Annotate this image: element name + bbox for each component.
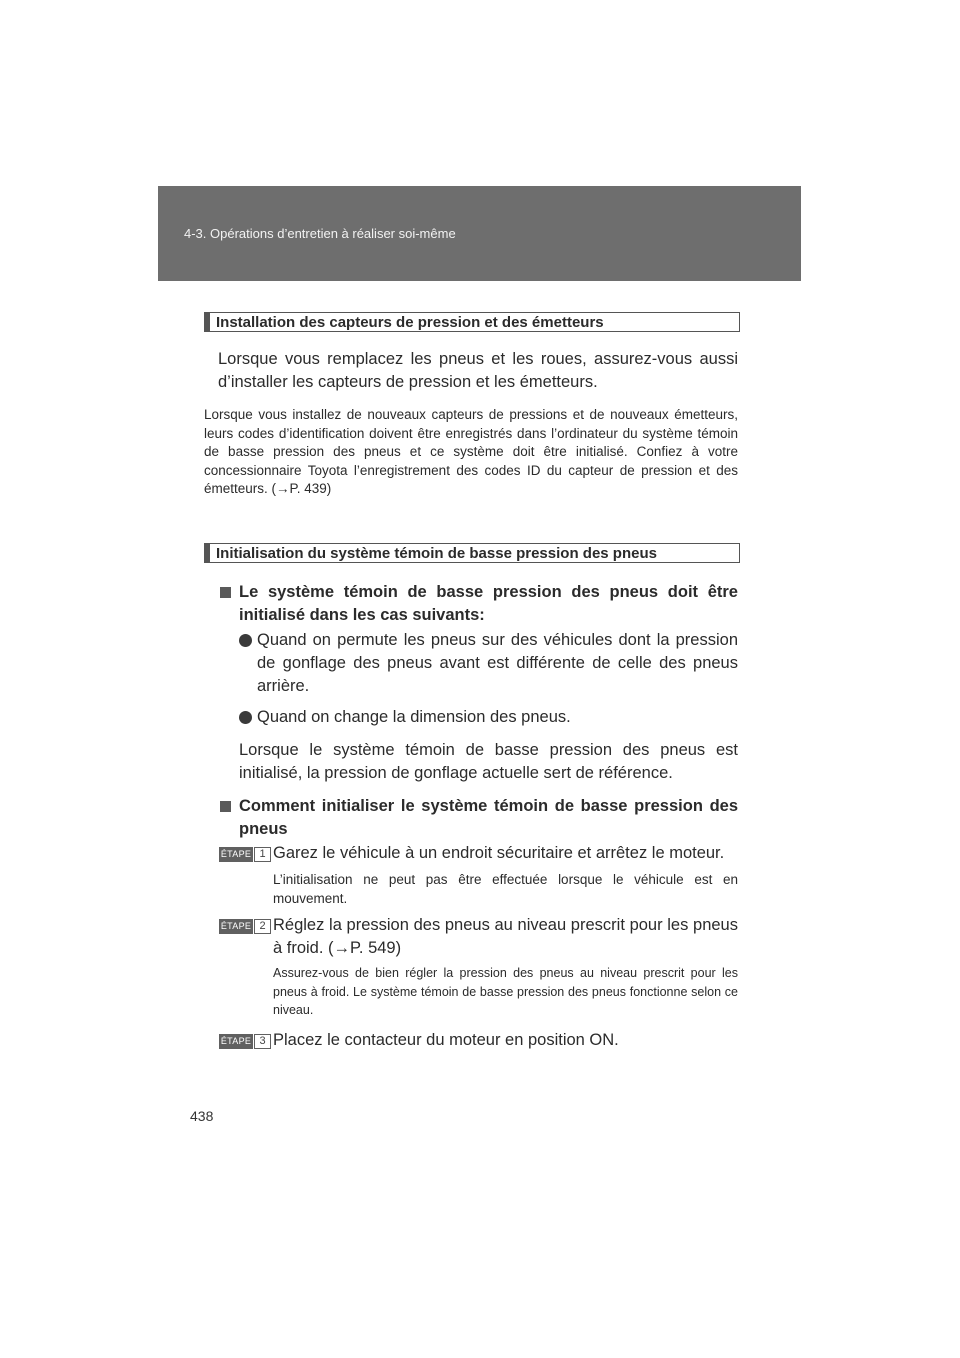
step-number: 2	[254, 919, 271, 934]
step-text: Placez le contacteur du moteur en position ON.	[273, 1031, 619, 1049]
paragraph: Lorsque le système témoin de basse pression des pneus est initialisé, la pression de gonflage actuelle sert de référence.	[239, 741, 738, 782]
step-text: Réglez la pression des pneus au niveau prescrit pour les pneus à froid. (→P. 549)	[273, 916, 738, 957]
step-label: ÉTAPE	[219, 1034, 253, 1049]
section-title: Initialisation du système témoin de basse pression des pneus	[216, 545, 657, 562]
section-heading-initialisation	[204, 543, 740, 563]
chapter-header	[158, 186, 801, 281]
step-badge	[219, 919, 270, 934]
breadcrumb: 4-3. Opérations d’entretien à réaliser soi-même	[184, 226, 456, 241]
step-badge	[219, 1034, 270, 1049]
note-paragraph: Lorsque vous installez de nouveaux capteurs de pressions et de nouveaux émetteurs, leurs codes d’identification doivent être enregistrés dans l’ordinateur du système témoin de basse pression des pneus et ce système doit être initialisé. Confiez à votre concessionnaire Toyota l’enregistrement des codes ID du capteur de pression et des émetteurs. (→P. 439)	[204, 407, 738, 496]
step-label: ÉTAPE	[219, 847, 253, 862]
step-badge	[219, 847, 270, 862]
page-number: 438	[190, 1108, 214, 1124]
step-note: Assurez-vous de bien régler la pression des pneus au niveau prescrit pour les pneus à froid. Le système témoin de basse pression des pneus fonctionne selon ce niveau.	[273, 966, 738, 1017]
step-number: 1	[254, 847, 271, 862]
square-bullet-icon	[220, 587, 231, 598]
square-bullet-icon	[220, 801, 231, 812]
step-number: 3	[254, 1034, 271, 1049]
list-item: Quand on permute les pneus sur des véhicules dont la pression de gonflage des pneus avant est différente de celle des pneus arrière.	[257, 631, 738, 695]
step-text: Garez le véhicule à un endroit sécuritaire et arrêtez le moteur.	[273, 844, 725, 862]
heading-bar	[205, 544, 210, 562]
subheading: Le système témoin de basse pression des pneus doit être initialisé dans les cas suivants:	[239, 583, 738, 624]
step-label: ÉTAPE	[219, 919, 253, 934]
round-bullet-icon	[239, 711, 252, 724]
heading-bar	[205, 313, 210, 331]
subheading: Comment initialiser le système témoin de basse pression des pneus	[239, 797, 738, 838]
section-heading-installation	[204, 312, 740, 332]
paragraph: Lorsque vous remplacez les pneus et les roues, assurez-vous aussi d’installer les capteurs de pression et les émetteurs.	[218, 350, 738, 391]
round-bullet-icon	[239, 634, 252, 647]
step-note: L’initialisation ne peut pas être effectuée lorsque le véhicule est en mouvement.	[273, 872, 738, 906]
list-item: Quand on change la dimension des pneus.	[257, 708, 571, 726]
section-title: Installation des capteurs de pression et des émetteurs	[216, 314, 604, 331]
